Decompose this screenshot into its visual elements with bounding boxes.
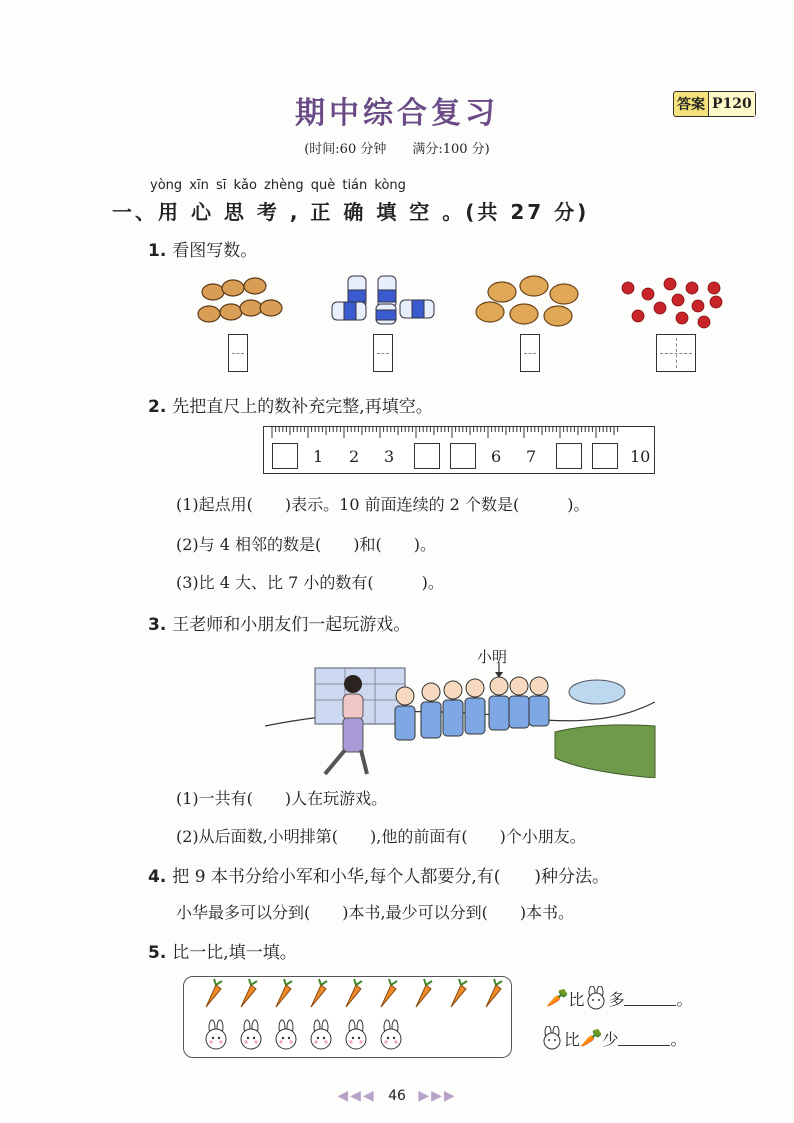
carrot-icon: [416, 979, 432, 1007]
compare-word: 多: [608, 989, 625, 1009]
carrot-icon: 🥕: [546, 987, 569, 1009]
ruler-ticks: [264, 427, 654, 439]
question-4-line-2: 小华最多可以分到( )本书,最少可以分到( )本书。: [176, 903, 575, 922]
ruler-number: 3: [384, 447, 395, 466]
page-title: 期中综合复习: [295, 96, 499, 131]
rabbit-icon: [346, 1020, 366, 1049]
rabbit-icon: [241, 1020, 261, 1049]
answer-page: P120: [708, 92, 755, 116]
answer-box-cherries[interactable]: [656, 334, 696, 372]
ruler-number: 6: [491, 447, 502, 466]
xiaoming-label: 小明: [477, 648, 508, 666]
rabbit-icon: [276, 1020, 296, 1049]
question-text: 王老师和小朋友们一起玩游戏。: [172, 615, 411, 635]
carrot-icon: [381, 979, 397, 1007]
question-number: 4.: [148, 867, 167, 887]
mooncakes-picture: [195, 272, 285, 332]
rabbit-icon: [584, 986, 608, 1010]
carrot-icon: [241, 979, 257, 1007]
question-text: 把 9 本书分给小军和小华,每个人都要分,有( )种分法。: [172, 867, 609, 887]
question-text: 看图写数。: [172, 241, 258, 261]
page-number: 46: [388, 1088, 406, 1104]
ruler-number: 7: [526, 447, 537, 466]
compare-box: [183, 976, 512, 1058]
question-number: 2.: [148, 397, 167, 417]
period: 。: [676, 989, 693, 1009]
exam-subtitle: (时间:60 分钟 满分:100 分): [304, 142, 490, 157]
question-2-part-2: (2)与 4 相邻的数是( )和( )。: [176, 535, 436, 554]
answer-box-mooncakes[interactable]: [228, 334, 248, 372]
carrot-icon: [276, 979, 292, 1007]
question-2-part-3: (3)比 4 大、比 7 小的数有( )。: [176, 573, 444, 592]
question-3-part-2: (2)从后面数,小明排第( ),他的前面有( )个小朋友。: [176, 827, 586, 846]
question-4: [148, 862, 609, 887]
ruler-blank-0[interactable]: [272, 443, 298, 469]
carrot-icon: [486, 979, 502, 1007]
answer-reference-tag: [673, 91, 756, 117]
prev-arrows-icon: ◀◀◀: [337, 1088, 376, 1104]
compare-figures: [184, 977, 511, 1057]
question-5: [148, 938, 297, 963]
cherries-picture: [618, 272, 728, 332]
section-pinyin: yòng xīn sī kǎo zhèng què tián kòng: [150, 178, 406, 193]
answer-box-potatoes[interactable]: [520, 334, 540, 372]
carrot-icon: [311, 979, 327, 1007]
question-3-part-1: (1)一共有( )人在玩游戏。: [176, 789, 388, 808]
answer-blank-less[interactable]: [618, 1031, 670, 1046]
compare-line-1: [546, 986, 692, 1010]
question-number: 1.: [148, 241, 167, 261]
carrot-icon: [451, 979, 467, 1007]
question-2: [148, 392, 433, 417]
potatoes-picture: [472, 272, 587, 332]
carrot-icon: [346, 979, 362, 1007]
next-arrows-icon: ▶▶▶: [418, 1088, 457, 1104]
compare-word: 比: [568, 989, 585, 1009]
section-heading: 一、用 心 思 考 , 正 确 填 空 。(共 27 分): [112, 200, 590, 224]
question-1: [148, 236, 257, 261]
carrot-icon: [206, 979, 222, 1007]
answer-blank-more[interactable]: [624, 991, 676, 1006]
period: 。: [670, 1029, 687, 1049]
ruler: [263, 426, 655, 474]
page-footer: [0, 1088, 794, 1104]
game-illustration: [265, 662, 665, 778]
ruler-blank-9[interactable]: [592, 443, 618, 469]
rabbit-icon: [311, 1020, 331, 1049]
question-number: 5.: [148, 943, 167, 963]
ruler-blank-8[interactable]: [556, 443, 582, 469]
ruler-number: 2: [349, 447, 360, 466]
compare-word: 少: [602, 1029, 619, 1049]
rabbit-icon: [206, 1020, 226, 1049]
question-3: [148, 610, 410, 635]
rabbit-icon: [540, 1026, 564, 1050]
answer-label: 答案: [677, 97, 705, 113]
rabbit-icon: [381, 1020, 401, 1049]
carrot-icon: 🥕: [580, 1027, 603, 1049]
compare-line-2: [540, 1026, 686, 1050]
question-text: 比一比,填一填。: [172, 943, 297, 963]
ruler-blank-5[interactable]: [450, 443, 476, 469]
compare-word: 比: [564, 1029, 581, 1049]
question-2-part-1: (1)起点用( )表示。10 前面连续的 2 个数是( )。: [176, 495, 590, 514]
ruler-number: 10: [630, 447, 651, 466]
question-text: 先把直尺上的数补充完整,再填空。: [172, 397, 433, 417]
question-number: 3.: [148, 615, 167, 635]
ruler-blank-4[interactable]: [414, 443, 440, 469]
ruler-number: 1: [313, 447, 324, 466]
answer-box-yogurt[interactable]: [373, 334, 393, 372]
yogurt-bottles-picture: [328, 272, 438, 332]
